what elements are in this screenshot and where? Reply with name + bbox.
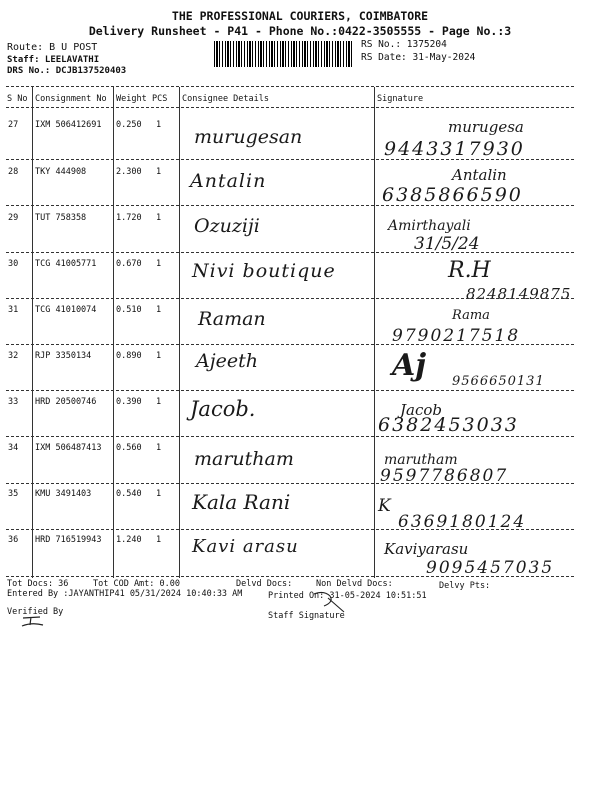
delivery-points: Delvy Pts:	[439, 581, 491, 591]
rs-date: RS Date: 31-May-2024	[361, 52, 476, 63]
row-weight: 0.540	[116, 489, 142, 499]
signature-handwriting: K	[378, 496, 391, 516]
signature-handwriting: Jacob	[400, 401, 442, 419]
col-header-consignment: Consignment No	[35, 94, 107, 104]
staff-signature-label: Staff Signature	[268, 611, 345, 621]
row-pcs: 1	[156, 167, 162, 177]
row-consignment-no: HRD 20500746	[35, 397, 97, 407]
barcode	[214, 41, 354, 67]
row-divider	[6, 436, 574, 437]
signature-phone: 9095457035	[426, 558, 555, 578]
row-divider	[6, 205, 574, 206]
staff-label: Staff: LEELAVATHI	[7, 55, 100, 65]
row-weight: 2.300	[116, 167, 142, 177]
total-cod-amount: Tot COD Amt: 0.00	[93, 579, 180, 589]
consignee-handwriting: Antalin	[190, 170, 267, 192]
row-weight: 0.560	[116, 443, 142, 453]
row-weight: 1.720	[116, 213, 142, 223]
col-header-consignee: Consignee Details	[182, 94, 269, 104]
row-weight: 0.390	[116, 397, 142, 407]
consignee-handwriting: Jacob.	[190, 397, 256, 421]
row-weight: 0.670	[116, 259, 142, 269]
signature-phone: 8248149875	[466, 285, 572, 303]
signature-phone: 6382453033	[378, 414, 519, 436]
row-consignment-no: HRD 716519943	[35, 535, 102, 545]
row-divider	[6, 344, 574, 345]
row-pcs: 1	[156, 397, 162, 407]
row-consignment-no: TCG 41010074	[35, 305, 97, 315]
non-delivered-docs: Non Delvd Docs:	[316, 579, 393, 589]
row-consignment-no: IXM 506487413	[35, 443, 102, 453]
signature-handwriting: Amirthayali	[388, 218, 471, 234]
row-divider	[6, 298, 574, 299]
row-sno: 29	[8, 213, 19, 223]
row-consignment-no: TCG 41005771	[35, 259, 97, 269]
document-subtitle: Delivery Runsheet - P41 - Phone No.:0422-3505555 - Page No.:3	[88, 24, 512, 38]
row-sno: 36	[8, 535, 19, 545]
rs-number: RS No.: 1375204	[361, 39, 447, 50]
signature-handwriting: Aj	[392, 348, 427, 383]
entered-by: Entered By :JAYANTHIP41 05/31/2024 10:40:33 AM	[7, 589, 243, 599]
consignee-handwriting: Kala Rani	[192, 490, 291, 514]
row-pcs: 1	[156, 351, 162, 361]
row-consignment-no: TKY 444908	[35, 167, 87, 177]
row-pcs: 1	[156, 489, 162, 499]
col-header-pcs: PCS	[152, 94, 168, 104]
total-docs: Tot Docs: 36	[7, 579, 69, 589]
signature-handwriting: R.H	[448, 258, 491, 283]
row-sno: 32	[8, 351, 19, 361]
row-pcs: 1	[156, 443, 162, 453]
row-weight: 0.510	[116, 305, 142, 315]
row-divider	[6, 159, 574, 160]
document-title: THE PROFESSIONAL COURIERS, COIMBATORE	[171, 9, 429, 23]
delivered-docs: Delvd Docs:	[236, 579, 293, 589]
signature-date: 31/5/24	[414, 234, 480, 254]
column-separator	[179, 87, 180, 578]
row-sno: 28	[8, 167, 19, 177]
consignee-handwriting: Raman	[198, 308, 266, 330]
consignee-handwriting: Nivi boutique	[192, 260, 336, 282]
row-weight: 0.250	[116, 120, 142, 130]
row-pcs: 1	[156, 120, 162, 130]
consignee-handwriting: Ozuziji	[194, 215, 260, 237]
col-header-sno: S No	[7, 94, 28, 104]
signature-phone: 9597786807	[380, 466, 509, 486]
row-divider	[6, 576, 574, 577]
printed-on: Printed On: 31-05-2024 10:51:51	[268, 591, 427, 601]
consignee-handwriting: Kavi arasu	[192, 536, 299, 557]
col-header-weight: Weight	[116, 94, 147, 104]
signature-handwriting: Kaviyarasu	[384, 540, 469, 558]
consignee-handwriting: murugesan	[194, 126, 303, 148]
row-weight: 1.240	[116, 535, 142, 545]
verifier-signature-mark	[20, 614, 46, 628]
column-separator	[374, 87, 375, 578]
signature-handwriting: Antalin	[452, 166, 507, 184]
row-divider	[6, 390, 574, 391]
row-sno: 33	[8, 397, 19, 407]
header-bottom-divider	[6, 107, 574, 108]
signature-phone: 9566650131	[452, 374, 545, 389]
row-pcs: 1	[156, 259, 162, 269]
row-consignment-no: RJP 3350134	[35, 351, 92, 361]
row-divider	[6, 529, 574, 530]
signature-phone: 6369180124	[398, 512, 527, 532]
row-sno: 31	[8, 305, 19, 315]
signature-handwriting: murugesa	[448, 118, 524, 136]
drs-number: DRS No.: DCJB137520403	[7, 66, 127, 76]
header-top-divider	[6, 86, 574, 87]
route-label: Route: B U POST	[7, 42, 98, 53]
row-sno: 27	[8, 120, 19, 130]
signature-handwriting: marutham	[384, 452, 458, 468]
signature-phone: 6385866590	[382, 184, 523, 206]
consignee-handwriting: marutham	[194, 448, 294, 470]
row-pcs: 1	[156, 213, 162, 223]
row-consignment-no: KMU 3491403	[35, 489, 92, 499]
row-weight: 0.890	[116, 351, 142, 361]
row-divider	[6, 252, 574, 253]
col-header-signature: Signature	[377, 94, 424, 104]
column-separator	[113, 87, 114, 578]
staff-signature-mark	[310, 588, 350, 614]
signature-handwriting: Rama	[452, 308, 490, 323]
row-pcs: 1	[156, 535, 162, 545]
row-divider	[6, 483, 574, 484]
signature-phone: 9790217518	[392, 326, 521, 346]
verified-by-label: Verified By	[7, 607, 64, 617]
column-separator	[32, 87, 33, 578]
row-sno: 35	[8, 489, 19, 499]
signature-phone: 9443317930	[384, 138, 525, 160]
row-sno: 34	[8, 443, 19, 453]
row-consignment-no: TUT 758358	[35, 213, 87, 223]
row-consignment-no: IXM 506412691	[35, 120, 102, 130]
row-sno: 30	[8, 259, 19, 269]
consignee-handwriting: Ajeeth	[196, 350, 258, 372]
row-pcs: 1	[156, 305, 162, 315]
